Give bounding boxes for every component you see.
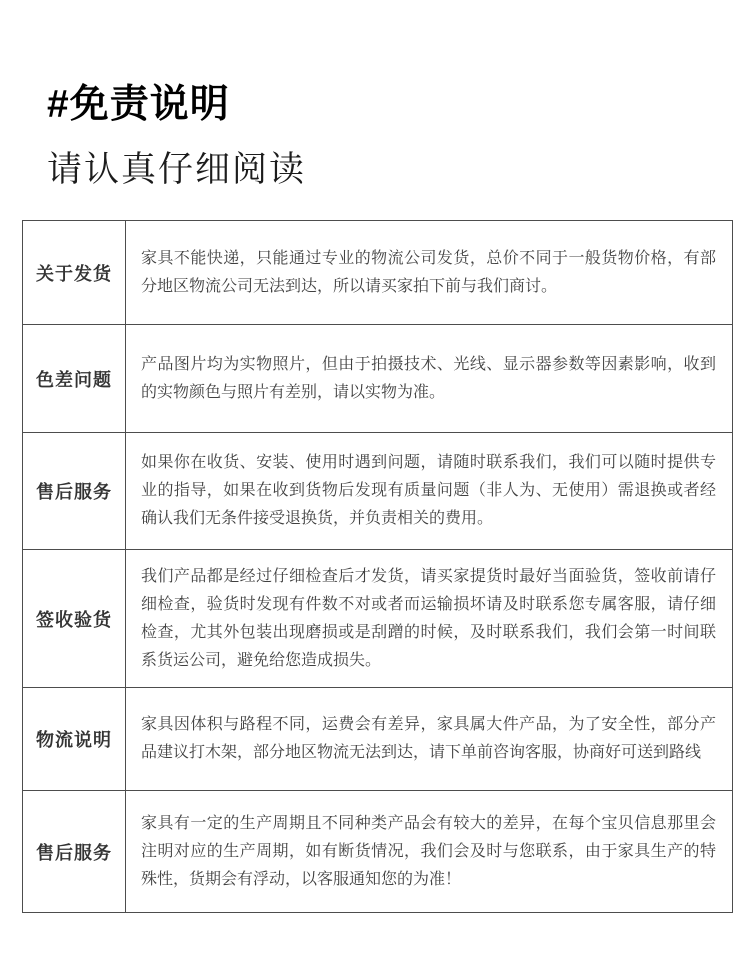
row-label: 售后服务 — [23, 433, 126, 549]
row-text: 家具不能快递，只能通过专业的物流公司发货，总价不同于一般货物价格，有部分地区物流公司无法到达，所以请买家拍下前与我们商讨。 — [141, 249, 716, 295]
row-text: 如果你在收货、安装、使用时遇到问题，请随时联系我们，我们可以随时提供专业的指导，如果在收到货物后发现有质量问题（非人为、无使用）需退换或者经确认我们无条件接受退换货，并负责相关的费用。 — [141, 454, 716, 527]
table-row — [23, 791, 732, 912]
table-row — [23, 433, 732, 550]
table-row — [23, 550, 732, 688]
disclaimer-table — [22, 220, 733, 913]
row-text: 家具有一定的生产周期且不同种类产品会有较大的差异，在每个宝贝信息那里会注明对应的生产周期，如有断货情况，我们会及时与您联系，由于家具生产的特殊性，货期会有浮动，以客服通知您的为准！ — [141, 814, 716, 888]
page-title: #免责说明 — [47, 83, 230, 126]
row-label: 签收验货 — [23, 550, 126, 687]
table-row — [23, 688, 732, 791]
row-label: 物流说明 — [23, 688, 126, 790]
row-label: 关于发货 — [23, 221, 126, 324]
page-subtitle: 请认真仔细阅读 — [47, 150, 307, 189]
row-label: 色差问题 — [23, 325, 126, 432]
table-row — [23, 325, 732, 433]
row-text: 家具因体积与路程不同，运费会有差异，家具属大件产品，为了安全性，部分产品建议打木架，部分地区物流无法到达，请下单前咨询客服，协商好可送到路线 — [141, 716, 716, 761]
row-text: 产品图片均为实物照片，但由于拍摄技术、光线、显示器参数等因素影响，收到的实物颜色与照片有差别，请以实物为准。 — [141, 355, 716, 401]
table-row — [23, 221, 732, 325]
row-text: 我们产品都是经过仔细检查后才发货，请买家提货时最好当面验货，签收前请仔细检查，验货时发现有件数不对或者而运输损坏请及时联系您专属客服，请仔细检查，尤其外包装出现磨损或是刮蹭的时候，及时联系我们，我们会第一时间联系货运公司，避免给您造成损失。 — [141, 567, 716, 669]
row-label: 售后服务 — [23, 791, 126, 912]
